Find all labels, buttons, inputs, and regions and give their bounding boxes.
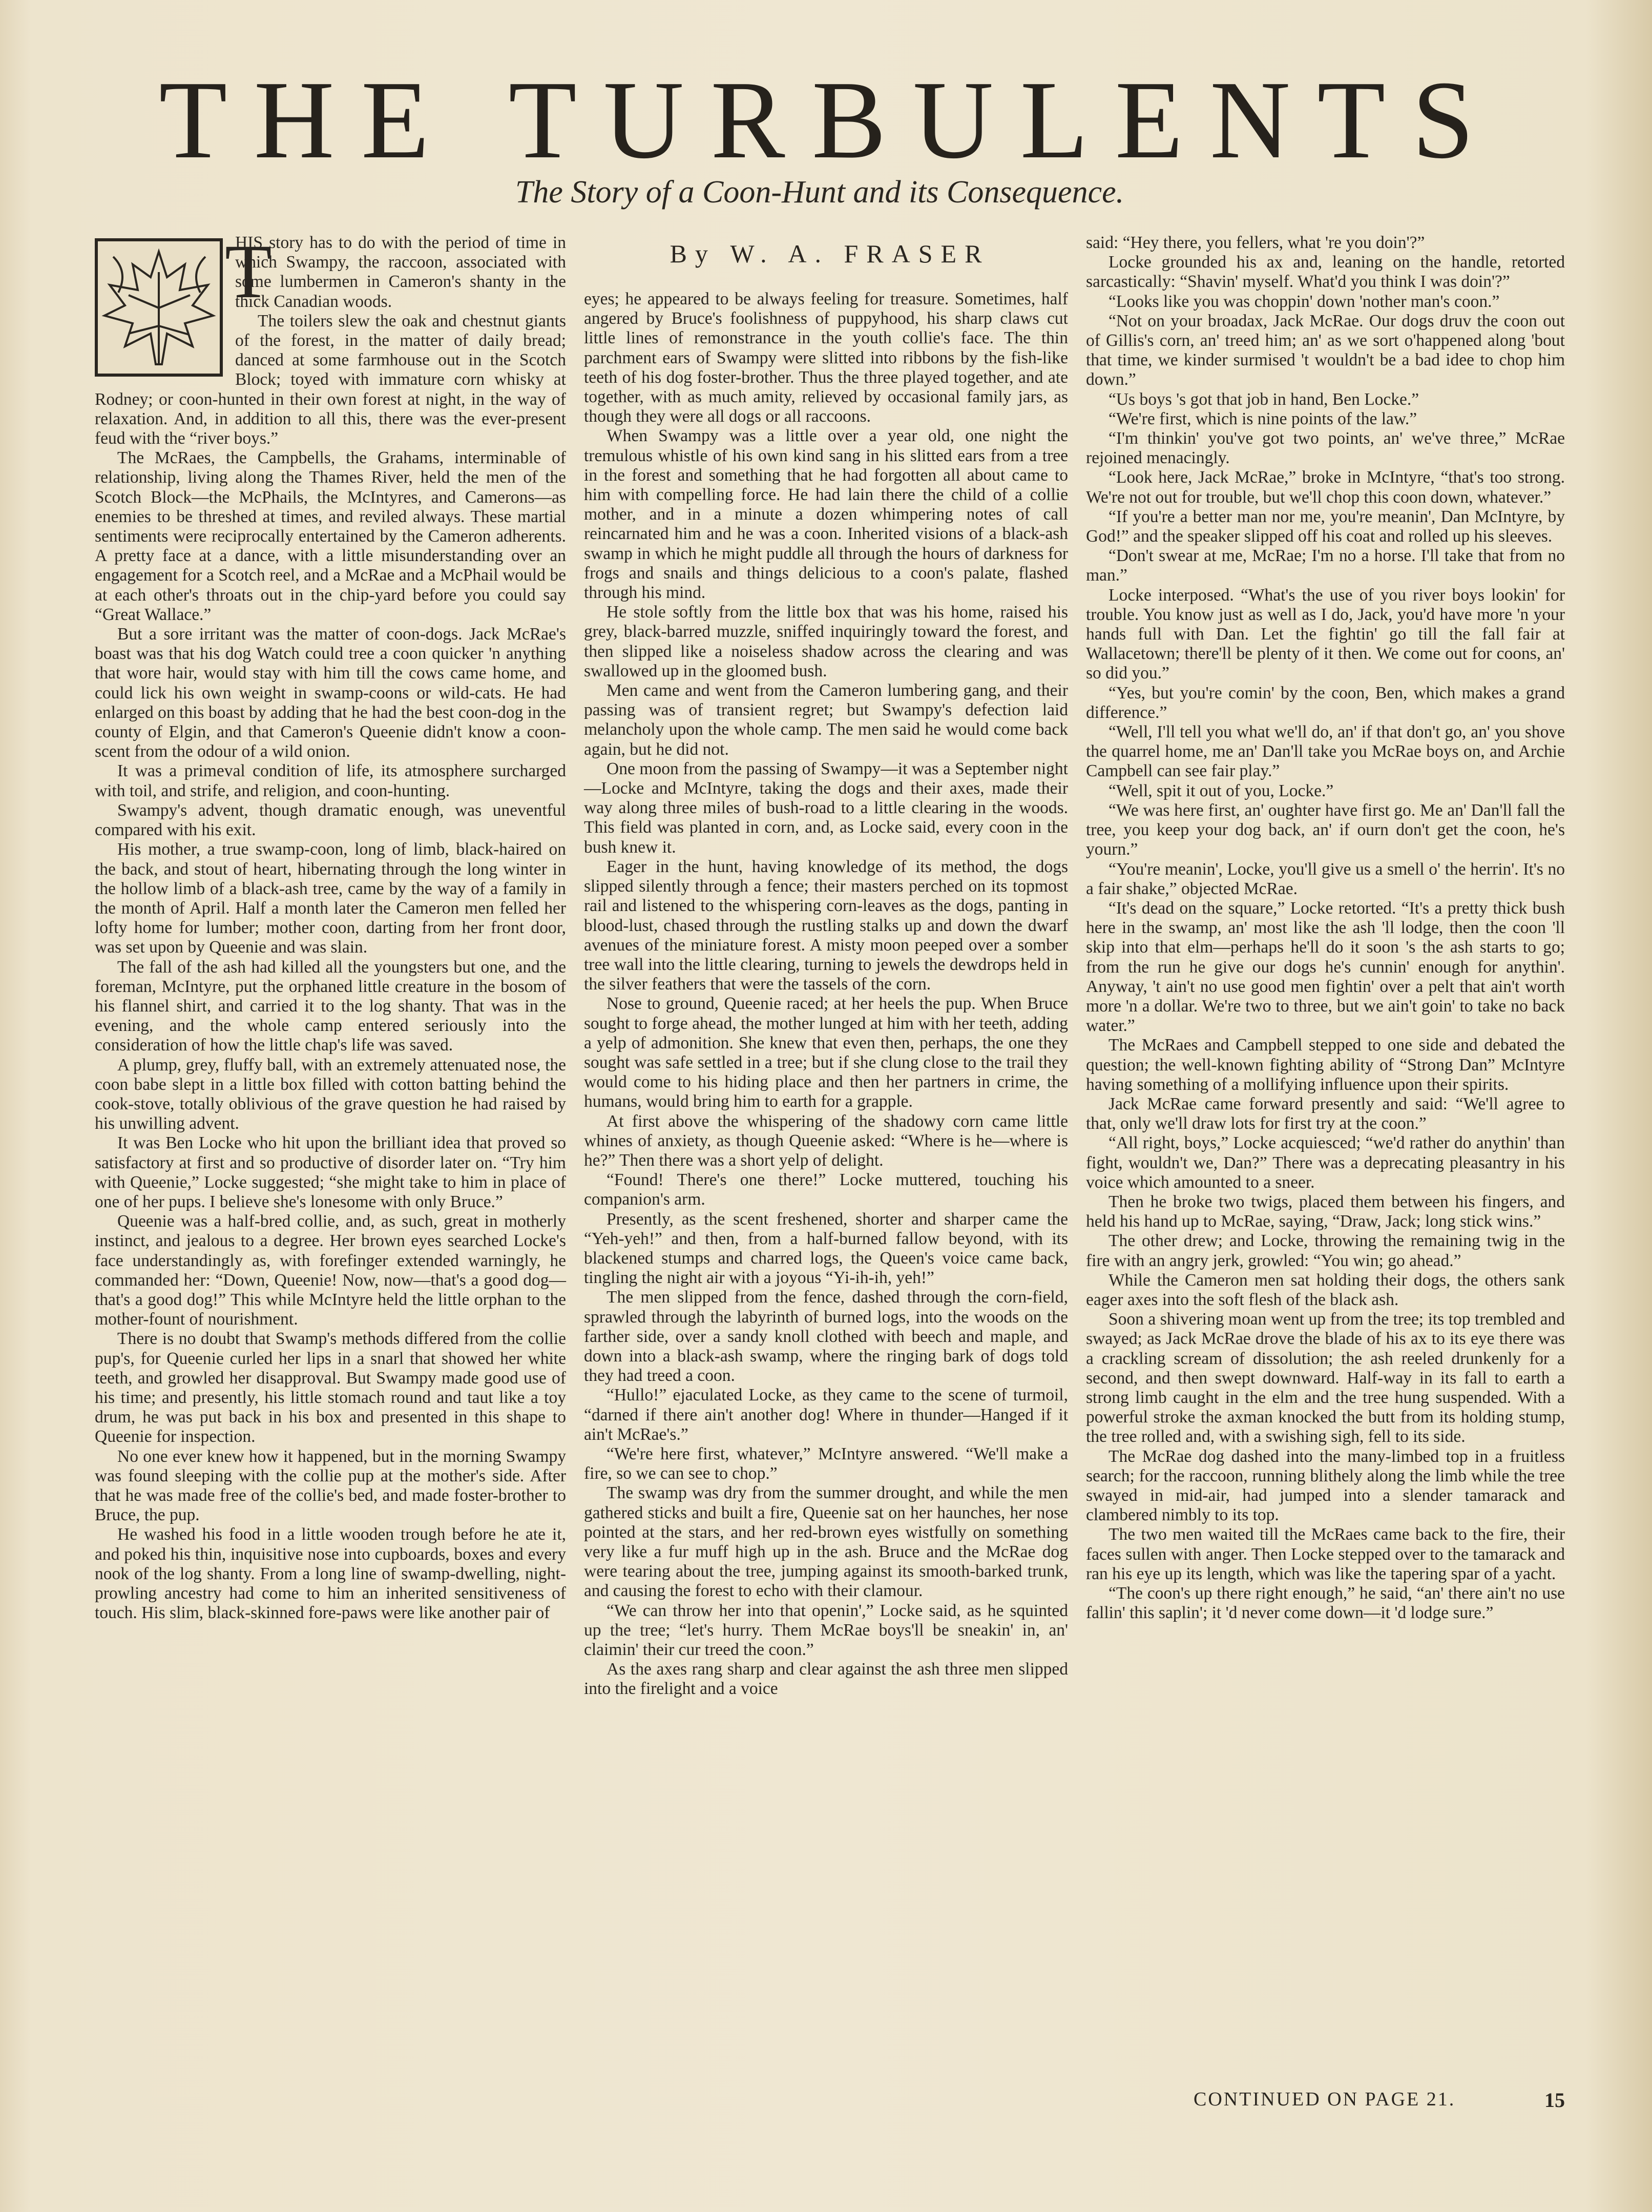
paragraph: “We was here first, an' oughter have first go. Me an' Dan'll fall the tree, you keep your dog back, an' if ourn don't get the coon, he's yourn.” <box>1086 800 1565 859</box>
paragraph: One moon from the passing of Swampy—it was a September night—Locke and McIntyre, taking the dogs and their axes, made their way along three miles of bush-road to a little clearing in the woods. This field was planted in corn, and, as Locke said, every coon in the bush knew it. <box>584 759 1068 857</box>
paragraph: The men slipped from the fence, dashed through the corn-field, sprawled through the labyrinth of burned logs, into the woods on the farther side, over a sandy knoll clothed with beech and maple, and down into a black-ash swamp, where the ringing bark of dogs told they had treed a coon. <box>584 1288 1068 1386</box>
paragraph: “Don't swear at me, McRae; I'm no a horse. I'll take that from no man.” <box>1086 546 1565 585</box>
paragraph: Locke interposed. “What's the use of you river boys lookin' for trouble. You know just as well as I do, Jack, you'd have more 'n your hands full with Dan. Let the fightin' go till the fall fair at Wallacetown; there'll be plenty of it then. We come out for coons, an' so did you.” <box>1086 585 1565 683</box>
paragraph: “All right, boys,” Locke acquiesced; “we'd rather do anythin' than fight, wouldn't we, Dan?” There was a deprecating pleasantry in his voice which amounted to a sneer. <box>1086 1133 1565 1192</box>
paragraph: “Yes, but you're comin' by the coon, Ben, which makes a grand difference.” <box>1086 683 1565 722</box>
paragraph: The McRaes, the Campbells, the Grahams, interminable of relationship, living along the Thames River, held the men of the Scotch Block—the McPhails, the McIntyres, and Camerons—as enemies to be threshed at times, and reviled always. These martial sentiments were reciprocally entertained by the Cameron adherents. A pretty face at a dance, with a little misunderstanding over an engagement for a Scotch reel, and a McRae and a McPhail would be at each other's throats out in the chip-yard before you could say “Great Wallace.” <box>95 448 566 624</box>
page-number: 15 <box>1544 2089 1565 2112</box>
text-column-1 <box>95 229 566 1623</box>
paragraph: The fall of the ash had killed all the youngsters but one, and the foreman, McIntyre, put the orphaned little creature in the bosom of his flannel shirt, and carried it to the log shanty. That was in the evening, and the whole camp entered seriously into the consideration of how the little chap's life was saved. <box>95 957 566 1055</box>
paragraph: “If you're a better man nor me, you're meanin', Dan McIntyre, by God!” and the speaker slipped off his coat and rolled up his sleeves. <box>1086 507 1565 546</box>
paragraph: No one ever knew how it happened, but in the morning Swampy was found sleeping with the collie pup at the mother's side. After that he was made free of the collie's bed, and made foster-brother to Bruce, the pup. <box>95 1446 566 1525</box>
paragraph: “Not on your broadax, Jack McRae. Our dogs druv the coon out of Gillis's corn, an' treed him; an' as we sort o'happened along 'bout that time, we kinder surmised 't wouldn't be a bad idee to chop him down.” <box>1086 311 1565 389</box>
paragraph: While the Cameron men sat holding their dogs, the others sank eager axes into the soft flesh of the black ash. <box>1086 1270 1565 1309</box>
paragraph: Locke grounded his ax and, leaning on the handle, retorted sarcastically: “Shavin' myself. What'd you think I was doin'?” <box>1086 253 1565 292</box>
drop-cap-ornament <box>95 229 272 377</box>
paragraph: The McRaes and Campbell stepped to one side and debated the question; the well-known fighting ability of “Strong Dan” McIntyre having something of a mollifying influence upon their spirits. <box>1086 1036 1565 1094</box>
paragraph: “Hullo!” ejaculated Locke, as they came to the scene of turmoil, “darned if there ain't another dog! Where in thunder—Hanged if it ain't McRae's.” <box>584 1386 1068 1444</box>
paragraph: Men came and went from the Cameron lumbering gang, and their passing was of transient regret; but Swampy's defection laid melancholy upon the whole camp. The men said he would come back again, but he did not. <box>584 681 1068 759</box>
maple-leaf-icon <box>98 241 220 374</box>
paragraph: “Well, I'll tell you what we'll do, an' if that don't go, an' you shove the quarrel home, me an' Dan'll take you McRae boys on, and Archie Campbell can see fair play.” <box>1086 722 1565 781</box>
paragraph: “Found! There's one there!” Locke muttered, touching his companion's arm. <box>584 1170 1068 1209</box>
paragraph: As the axes rang sharp and clear against the ash three men slipped into the firelight and a voice <box>584 1660 1068 1699</box>
paragraph: The two men waited till the McRaes came back to the fire, their faces sullen with anger. Then Locke stepped over to the tamarack and ran his eye up its length, which was like the tapering spar of a yacht. <box>1086 1525 1565 1583</box>
text-column-2 <box>584 290 1068 1699</box>
paragraph: Eager in the hunt, having knowledge of its method, the dogs slipped silently through a fence; their masters perched on its topmost rail and listened to the whispering corn-leaves as the dogs, panting in blood-lust, chased through the rustling stalks up and down the dwarf avenues of the miniature forest. A misty moon peeped over a somber tree wall into the little clearing, turning to jewels the dewdrops held in the silver feathers that were the tassels of the corn. <box>584 857 1068 994</box>
drop-cap-letter: T <box>225 229 272 314</box>
paragraph: eyes; he appeared to be always feeling for treasure. Sometimes, half angered by Bruce's foolishness of puppyhood, his sharp claws cut little lines of remonstrance in the youth collie's face. The thin parchment ears of Swampy were slitted into ribbons by the fish-like teeth of his dog foster-brother. Thus the three played together, and ate together, with as much amity, relieved by occasional family jars, as though they were all dogs or all raccoons. <box>584 290 1068 426</box>
paragraph: At first above the whispering of the shadowy corn came little whines of anxiety, as though Queenie asked: “Where is he—where is he?” Then there was a short yelp of delight. <box>584 1111 1068 1170</box>
paragraph: “Look here, Jack McRae,” broke in McIntyre, “that's too strong. We're not out for trouble, but we'll chop this coon down, whatever.” <box>1086 468 1565 507</box>
paragraph: Presently, as the scent freshened, shorter and sharper came the “Yeh-yeh!” and then, from a half-burned fallow beyond, with its blackened stumps and charred logs, the Queen's voice came back, tingling the night air with a joyous “Yi-ih-ih, yeh!” <box>584 1209 1068 1288</box>
paragraph: It was a primeval condition of life, its atmosphere surcharged with toil, and strife, and religion, and coon-hunting. <box>95 761 566 800</box>
column-2-paragraphs <box>584 290 1068 1699</box>
paragraph: said: “Hey there, you fellers, what 're you doin'?” <box>1086 233 1425 252</box>
paragraph: He washed his food in a little wooden trough before he ate it, and poked his thin, inquisitive nose into cupboards, boxes and every nook of the log shanty. From a long line of swamp-dwelling, night-prowling ancestry had come to him an inherited sensitiveness of touch. His slim, black-skinned fore-paws were like another pair of <box>95 1525 566 1623</box>
paragraph: The toilers slew the oak and chestnut giants of the forest, in the matter of daily bread; danced at some farmhouse out in the Scotch Block; toyed with immature corn whisky at Rodney; or coon-hunted in their own forest at night, in the way of relaxation. And, in addition to all this, there was the ever-present feud with the “river boys.” <box>95 311 566 448</box>
paragraph: “We're here first, whatever,” McIntyre answered. “We'll make a fire, so we can see to chop.” <box>584 1444 1068 1483</box>
paragraph: Queenie was a half-bred collie, and, as such, great in motherly instinct, and jealous to a degree. Her brown eyes searched Locke's face understandingly as, with forefinger extended warningly, he commanded her: “Down, Queenie! Now, now—that's a good dog—that's a good dog!” This while McIntyre held the little orphan to the mother-fount of nourishment. <box>95 1212 566 1329</box>
paragraph: But a sore irritant was the matter of coon-dogs. Jack McRae's boast was that his dog Watch could tree a coon quicker 'n anything that wore hair, would stay with him till the cows came home, and could lick his own weight in swamp-coons or wild-cats. He had enlarged on this boast by adding that he had the best coon-dog in the county of Elgin, and that Cameron's Queenie didn't know a coon-scent from the odour of a wild onion. <box>95 625 566 761</box>
paragraph: “The coon's up there right enough,” he said, “an' there ain't no use fallin' this saplin'; it 'd never come down—it 'd lodge sure.” <box>1086 1584 1565 1623</box>
paragraph: His mother, a true swamp-coon, long of limb, black-haired on the back, and stout of heart, hibernating through the long winter in the hollow limb of a black-ash tree, came by the way of a family in the month of April. Half a month later the Cameron men felled her lofty home for lumber; mother coon, darting from her front door, was set upon by Queenie and was slain. <box>95 840 566 957</box>
story-subtitle: The Story of a Coon-Hunt and its Consequence. <box>515 175 1124 210</box>
paragraph: It was Ben Locke who hit upon the brilliant idea that proved so satisfactory at first and so productive of disorder later on. “Try him with Queenie,” Locke suggested; “she might take to him in place of one of her pups. I believe she's lonesome with only Bruce.” <box>95 1133 566 1211</box>
paragraph: “We're first, which is nine points of the law.” <box>1109 409 1417 428</box>
paragraph: He stole softly from the little box that was his home, raised his grey, black-barred muzzle, sniffed inquiringly toward the forest, and then slipped like a noiseless shadow across the clearing and was swallowed up in the gloomed bush. <box>584 603 1068 680</box>
paragraph: A plump, grey, fluffy ball, with an extremely attenuated nose, the coon babe slept in a little box filled with cotton batting behind the cook-stove, totally oblivious of the grave question he had raised by his unwilling advent. <box>95 1055 566 1133</box>
paragraph: Swampy's advent, though dramatic enough, was uneventful compared with his exit. <box>95 800 566 840</box>
author-byline: By W. A. FRASER <box>670 239 990 268</box>
paragraph: Then he broke two twigs, placed them between his fingers, and held his hand up to McRae, saying, “Draw, Jack; long stick wins.” <box>1086 1192 1565 1231</box>
paragraph: “You're meanin', Locke, you'll give us a smell o' the herrin'. It's no a fair shake,” objected McRae. <box>1086 859 1565 898</box>
paragraph: Soon a shivering moan went up from the tree; its top trembled and swayed; as Jack McRae drove the blade of his ax to its eye there was a crackling scream of dissolution; the ash reeled drunkenly for a second, and then swept downward. Half-way in its fall to earth a strong limb caught in the elm and the tree hung suspended. With a powerful stroke the axman knocked the butt from its holding stump, the tree rolled and, with a swishing sigh, fell to its side. <box>1086 1310 1565 1446</box>
continued-notice: CONTINUED ON PAGE 21. <box>1194 2089 1456 2110</box>
paragraph: Jack McRae came forward presently and said: “We'll agree to that, only we'll draw lots for first try at the coon.” <box>1086 1094 1565 1133</box>
paragraph: When Swampy was a little over a year old, one night the tremulous whistle of his own kind sang in his slitted ears from a tree in the forest and something that he had forgotten all about came to him with compelling force. He had lain there the child of a collie mother, and in a minute a dozen whimpering notes of call reincarnated him and he was a coon. Inherited visions of a black-ash swamp in which he might puddle all through the hours of darkness for frogs and snails and things delicious to a coon's palate, flashed through his mind. <box>584 426 1068 603</box>
paragraph: “Us boys 's got that job in hand, Ben Locke.” <box>1109 389 1419 409</box>
paragraph: “I'm thinkin' you've got two points, an' we've three,” McRae rejoined menacingly. <box>1086 429 1565 468</box>
paragraph: HIS story has to do with the period of time in which Swampy, the raccoon, associated with some lumbermen in Cameron's shanty in the thick Canadian woods. <box>235 233 566 311</box>
paragraph: There is no doubt that Swamp's methods differed from the collie pup's, for Queenie curled her lips in a snarl that showed her white teeth, and growled her disapproval. But Swampy made good use of his time; and presently, his little stomach round and taut like a toy drum, he was put back in his box and presented in this shape to Queenie for inspection. <box>95 1329 566 1446</box>
text-column-3 <box>1086 233 1565 1623</box>
paragraph: The swamp was dry from the summer drought, and while the men gathered sticks and built a fire, Queenie sat on her haunches, her nose pointed at the stars, and her red-brown eyes wistfully on something very like a fur muff high up in the ash. Bruce and the McRae dog were tearing about the tree, jumping against its smooth-barked trunk, and causing the forest to echo with their clamour. <box>584 1483 1068 1601</box>
column-1-paragraphs <box>95 229 566 1623</box>
paragraph: “Looks like you was choppin' down 'nother man's coon.” <box>1109 292 1500 311</box>
paragraph: “It's dead on the square,” Locke retorted. “It's a pretty thick bush here in the swamp, an' most like the ash 'll lodge, then the coon 'll skip into that elm—perhaps he'll do it soon 's the ash starts to go; from the run he give our dogs he's cunnin' enough for anythin'. Anyway, 't ain't no use good men fightin' over a pelt that ain't worth more 'n a dollar. We're two to three, but we ain't goin' to take no back water.” <box>1086 898 1565 1036</box>
story-title: THE TURBULENTS <box>159 58 1501 182</box>
column-3-paragraphs <box>1086 233 1565 1623</box>
paragraph: “We can throw her into that openin',” Locke said, as he squinted up the tree; “let's hurry. Them McRae boys'll be sneakin' in, an' claimin' their cur treed the coon.” <box>584 1601 1068 1660</box>
paragraph: “Well, spit it out of you, Locke.” <box>1109 781 1334 800</box>
paragraph: The other drew; and Locke, throwing the remaining twig in the fire with an angry jerk, growled: “You win; go ahead.” <box>1086 1231 1565 1270</box>
paragraph: The McRae dog dashed into the many-limbed top in a fruitless search; for the raccoon, running blithely along the limb while the tree swayed in mid-air, had jumped into a slender tamarack and clambered nimbly to its top. <box>1086 1446 1565 1525</box>
paragraph: Nose to ground, Queenie raced; at her heels the pup. When Bruce sought to forge ahead, the mother lunged at him with her teeth, adding a yelp of admonition. She knew that even then, perhaps, the one they sought was safe settled in a tree; but if she clung close to the trail they would come to his hiding place and then her partners in crime, the humans, would bring him to earth for a grapple. <box>584 994 1068 1111</box>
